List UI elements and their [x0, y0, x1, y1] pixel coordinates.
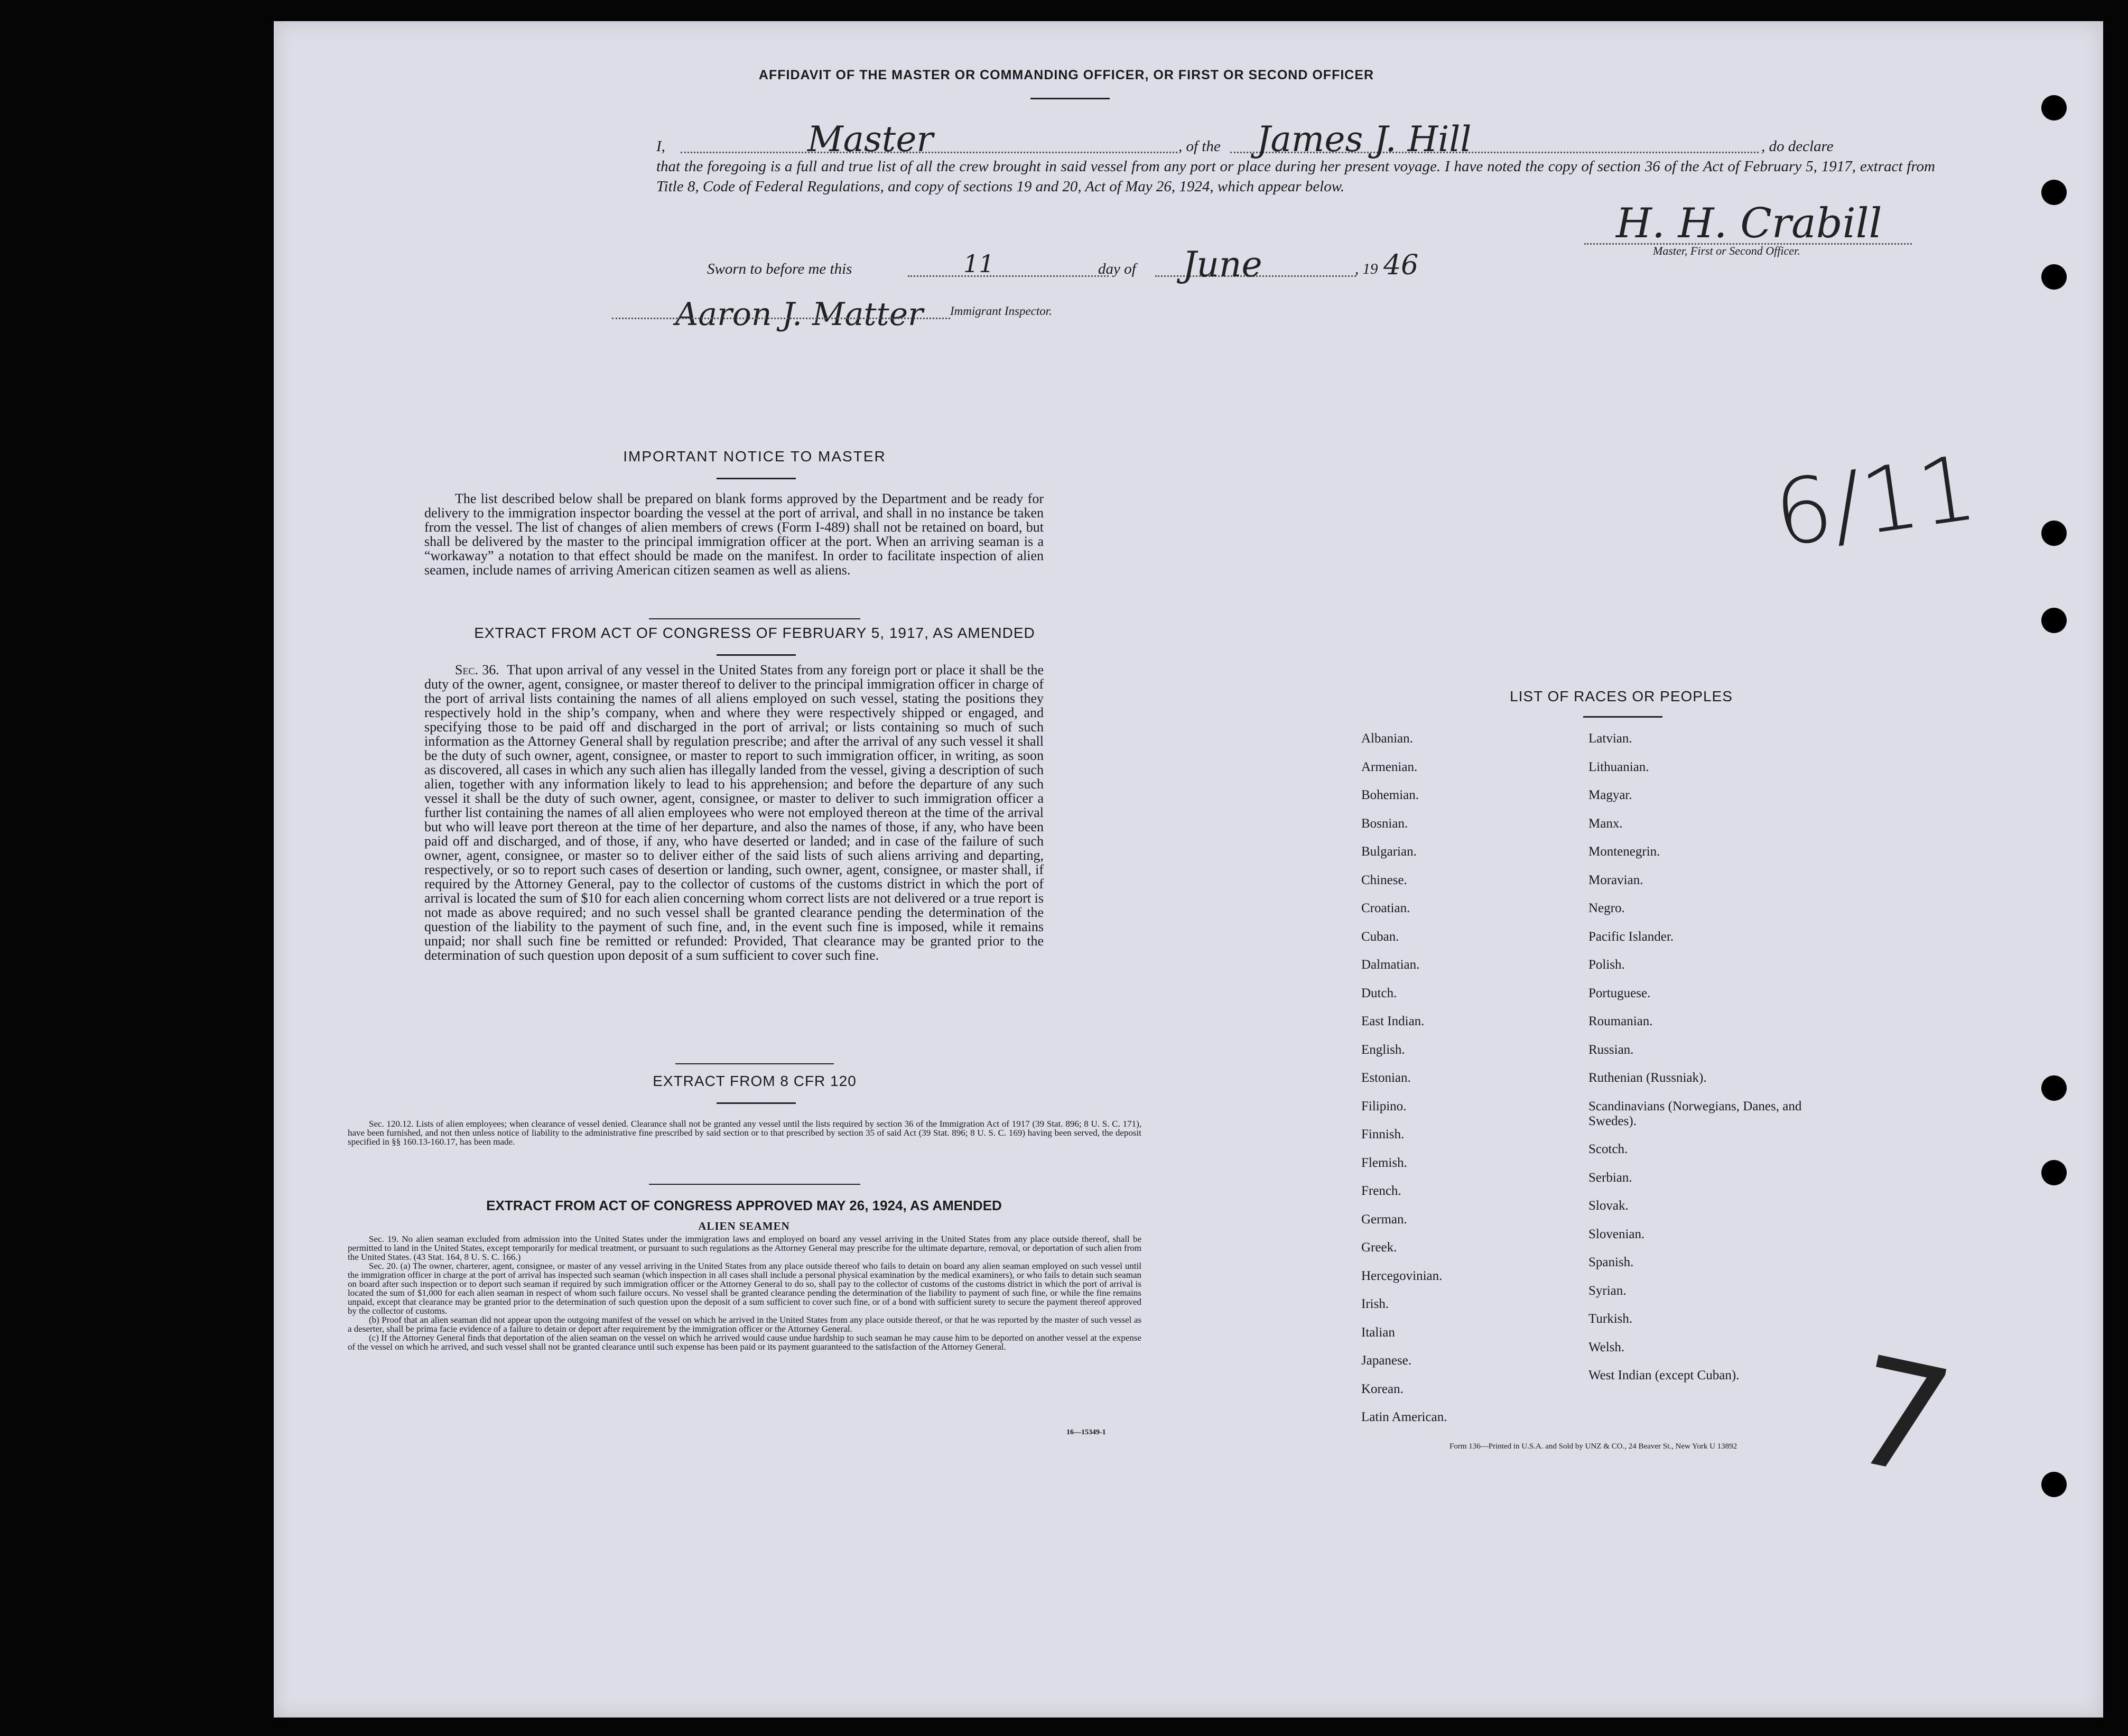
extract-1924-body: [348, 1234, 1141, 1351]
race-item: Latvian.: [1588, 731, 1632, 746]
race-item: Portuguese.: [1588, 986, 1651, 1000]
race-item: East Indian.: [1361, 1014, 1425, 1028]
signature-caption: Master, First or Second Officer.: [1653, 244, 1800, 257]
sec-36-text: That upon arrival of any vessel in the United States from any foreign port or place it shall be the duty of the owner, agent, consignee, or master thereof to deliver to the principal immigration officer in charge of the port of arrival lists containing the names of all aliens employed on such vessel, stating the positions they respectively hold in the ship’s company, when and where they were respectively shipped or engaged, and specifying those to be paid off and discharged in the port of arrival; or lists containing so much of such information as the Attorney General shall by regulation prescribe; and after the arrival of any such vessel it shall be the duty of such owner, agent, consignee, or master to report to such immigration officer, in writing, as soon as discovered, all cases in which any such alien has illegally landed from the vessel, giving a description of such alien, together with any information likely to lead to his apprehension; and before the departure of any such vessel it shall be the duty of such owner, agent, consignee, or master to deliver to such immigration officer a further list containing the names of all alien employees who were not employed thereon at the time of the arrival but who will leave port thereon at the time of her departure, and also the names of those, if any, who have been paid off and discharged, and of those, if any, who have deserted or landed; and in case of the failure of such owner, agent, consignee, or master so to deliver either of the said lists of such aliens arriving and departing, respectively, or so to report such cases of desertion or landing, such owner, agent, consignee, or master shall, if required by the Attorney General, pay to the collector of customs of the customs district in which the port of arrival is located the sum of $10 for each alien concerning whom correct lists are not delivered or a true report is not made as above required; and no such vessel shall be granted clearance pending the determination of the question of the liability to the payment of such fine, and, in the event such fine is imposed, while it remains unpaid; nor shall such fine be remitted or refunded: Provided, That clearance may be granted prior to the determination of such question upon deposit of a sum sufficient to cover such fine.: [424, 662, 1044, 963]
race-item: French.: [1361, 1184, 1401, 1198]
form-footer: Form 136—Printed in U.S.A. and Sold by UNZ & CO., 24 Beaver St., New York U 13892: [1449, 1442, 1737, 1451]
notice-end-divider: [649, 618, 860, 619]
race-item: German.: [1361, 1212, 1407, 1227]
races-right-column: [1588, 731, 1832, 1471]
race-item: Cuban.: [1361, 929, 1399, 944]
sec-20c-text: (c) If the Attorney General finds that deportation of the alien seaman on the vessel on which he arrived would cause undue hardship to such seaman he may cause him to be deported on another vessel at the expense of the vessel on which he arrived, and such vessel shall not be granted clearance until such expense has been paid or its payment guaranteed to the satisfaction of the Attorney General.: [348, 1333, 1141, 1352]
race-item: Montenegrin.: [1588, 844, 1660, 859]
race-item: Estonian.: [1361, 1071, 1411, 1085]
binder-hole: [2041, 264, 2067, 290]
race-item: Hercegovinian.: [1361, 1268, 1443, 1283]
binder-hole: [2041, 1472, 2067, 1497]
affidavit-title: AFFIDAVIT OF THE MASTER OR COMMANDING OFFICER, OR FIRST OR SECOND OFFICER: [758, 68, 1374, 82]
binder-hole: [2041, 1160, 2067, 1185]
printer-code: 16—15349-1: [1066, 1428, 1106, 1436]
race-item: Polish.: [1588, 958, 1625, 972]
race-item: Latin American.: [1361, 1410, 1447, 1424]
binder-hole: [2041, 521, 2067, 546]
sec-20a-text: Sec. 20. (a) The owner, charterer, agent, consignee, or master of any vessel arriving in the United States from any place outside thereof who fails to detain on board any alien seaman employed on such vessel until the immigration officer in charge at the port of arrival has inspected such seaman (which inspection in all cases shall include a personal physical examination by the medical examiners), or who fails to detain such seaman on board after such inspection or to deport such seaman if required by such immigration officer or the Attorney General to do so, shall pay to the collector of customs of the customs district in which the port of arrival is located the sum of $1,000 for each alien seaman in respect of whom such failure occurs. No vessel shall be granted clearance pending the determination of the liability to payment of such fine, or while the fine remains unpaid, except that clearance may be granted prior to the determination of such question upon the deposit of a sum sufficient to cover such fine, or of a bond with sufficient surety to secure the payment thereof approved by the collector of customs.: [348, 1261, 1141, 1316]
race-item: Turkish.: [1588, 1312, 1633, 1326]
extract-cfr-body: Sec. 120.12. Lists of alien employees; when clearance of vessel denied. Clearance shall not be granted any vessel until the lists required by section 36 of the Immigration Act of 1917 (39 Stat. 896; 8 U. S. C. 171), have been furnished, and not then unless notice of liability to the administrative fine prescribed by said section or to that prescribed by section 35 of said Act (39 Stat. 896; 8 U. S. C. 169) having been served, the deposit specified in §§ 160.13-160.17, has been made.: [348, 1119, 1141, 1147]
race-item: Moravian.: [1588, 872, 1643, 887]
races-divider: [1583, 716, 1662, 718]
race-item: Irish.: [1361, 1297, 1389, 1311]
binder-hole: [2041, 608, 2067, 633]
notice-body: The list described below shall be prepared on blank forms approved by the Department and be ready for delivery to the immigration inspector boarding the vessel at the port of arrival, and shall in no instance be taken from the vessel. The list of changes of alien members of crews (Form I-489) shall not be retained on board, but shall be delivered by the master to the principal immigration officer at the port. When an arriving seaman is a “workaway” a notation to that effect should be made on the manifest. In order to facilitate inspection of alien seamen, include names of arriving American citizen seamen as well as aliens.: [424, 491, 1044, 578]
master-signature: H. H. Crabill: [1616, 200, 1882, 247]
race-item: Negro.: [1588, 901, 1625, 915]
binder-hole: [2041, 1075, 2067, 1101]
handwritten-master: Master: [807, 119, 933, 160]
race-item: Chinese.: [1361, 872, 1407, 887]
handwritten-year: 46: [1383, 249, 1419, 281]
label-do-declare: , do declare: [1761, 138, 1834, 155]
race-item: Spanish.: [1588, 1255, 1634, 1269]
label-i: I,: [656, 138, 665, 155]
race-item: Russian.: [1588, 1042, 1634, 1057]
race-item: Scotch.: [1588, 1142, 1628, 1156]
race-item: Ruthenian (Russniak).: [1588, 1071, 1707, 1085]
race-item: Bulgarian.: [1361, 844, 1417, 859]
sworn-label: Sworn to before me this: [707, 261, 852, 277]
extract-1917-body: [424, 663, 1044, 962]
race-item: Finnish.: [1361, 1127, 1405, 1141]
race-item: Bohemian.: [1361, 788, 1419, 802]
race-item: Pacific Islander.: [1588, 929, 1674, 944]
extract-cfr-divider: [717, 1102, 796, 1104]
binder-hole: [2041, 180, 2067, 205]
races-title: LIST OF RACES OR PEOPLES: [1510, 688, 1733, 704]
race-item: West Indian (except Cuban).: [1588, 1368, 1740, 1382]
inspector-signature: Aaron J. Matter: [675, 296, 923, 333]
race-item: Bosnian.: [1361, 816, 1408, 831]
race-item: Magyar.: [1588, 788, 1632, 802]
race-item: Croatian.: [1361, 901, 1410, 915]
extract-1917-end-divider: [675, 1063, 834, 1064]
race-item: Roumanian.: [1588, 1014, 1653, 1028]
race-item: Korean.: [1361, 1381, 1404, 1396]
race-item: Armenian.: [1361, 759, 1418, 774]
race-item: Albanian.: [1361, 731, 1413, 746]
notice-title: IMPORTANT NOTICE TO MASTER: [623, 448, 886, 465]
extract-1924-title: EXTRACT FROM ACT OF CONGRESS APPROVED MAY 26, 1924, AS AMENDED: [486, 1197, 1002, 1213]
race-item: Slovenian.: [1588, 1227, 1645, 1241]
label-year-prefix: , 19: [1355, 261, 1378, 277]
extract-1917-title: EXTRACT FROM ACT OF CONGRESS OF FEBRUARY 5, 1917, AS AMENDED: [474, 625, 1035, 641]
binder-hole: [2041, 95, 2067, 120]
notice-divider: [717, 478, 796, 479]
label-day-of: day of: [1098, 261, 1136, 277]
handwritten-month: June: [1183, 244, 1262, 285]
sec-20b-text: (b) Proof that an alien seaman did not appear upon the outgoing manifest of the vessel on which he arrived in the United States from any place outside thereof, or that he was reported by the master of such vessel as a deserter, shall be prima facie evidence of a failure to detain or deport after requirement by the immigration officer or the Attorney General.: [348, 1315, 1141, 1334]
race-item: Slovak.: [1588, 1199, 1629, 1213]
extract-cfr-end-divider: [649, 1184, 860, 1185]
label-of-the: , of the: [1178, 138, 1221, 155]
document-sheet: [274, 21, 2103, 1718]
race-item: Welsh.: [1588, 1340, 1625, 1354]
handwritten-day: 11: [963, 249, 995, 278]
inspector-blank: [612, 318, 950, 319]
race-item: Lithuanian.: [1588, 759, 1649, 774]
race-item: Japanese.: [1361, 1353, 1412, 1368]
title-divider: [1030, 98, 1110, 99]
extract-1917-divider: [717, 654, 796, 656]
day-blank: [908, 275, 1109, 277]
race-item: Filipino.: [1361, 1099, 1407, 1113]
affidavit-body: that the foregoing is a full and true list of all the crew brought in said vessel from any port or place during her present voyage. I have noted the copy of section 36 of the Act of February 5, 1917, extract from Title 8, Code of Federal Regulations, and copy of sections 19 and 20, Act of May 26, 1924, which appear below.: [656, 158, 1935, 195]
race-item: Italian: [1361, 1325, 1395, 1340]
inspector-caption: Immigrant Inspector.: [950, 304, 1052, 318]
races-left-column: [1361, 731, 1520, 1471]
race-item: Serbian.: [1588, 1170, 1632, 1185]
extract-1924-subtitle: ALIEN SEAMEN: [698, 1220, 790, 1232]
race-item: Dalmatian.: [1361, 958, 1420, 972]
race-item: Flemish.: [1361, 1155, 1407, 1170]
race-item: Dutch.: [1361, 986, 1397, 1000]
handwritten-vessel-name: James J. Hill: [1257, 119, 1472, 160]
race-item: Scandinavians (Norwegians, Danes, and Swedes).: [1588, 1099, 1802, 1128]
race-item: Syrian.: [1588, 1283, 1627, 1298]
handwritten-date-mark: 6/11: [1768, 435, 1983, 568]
race-item: English.: [1361, 1042, 1405, 1057]
race-item: Manx.: [1588, 816, 1623, 831]
extract-cfr-title: EXTRACT FROM 8 CFR 120: [653, 1073, 857, 1089]
handwritten-page-mark: 7: [1837, 1324, 1965, 1512]
sec-36-label: Sec. 36.: [455, 662, 499, 677]
sec-19-text: Sec. 19. No alien seaman excluded from admission into the United States under the immigration laws and employed on board any vessel arriving in the United States from any place outside thereof, shall be permitted to land in the United States, except temporarily for medical treatment, or pursuant to such regulations as the Attorney General may prescribe for the ultimate departure, removal, or deportation of such alien from the United States. (43 Stat. 164, 8 U. S. C. 166.): [348, 1234, 1141, 1262]
race-item: Greek.: [1361, 1240, 1397, 1255]
